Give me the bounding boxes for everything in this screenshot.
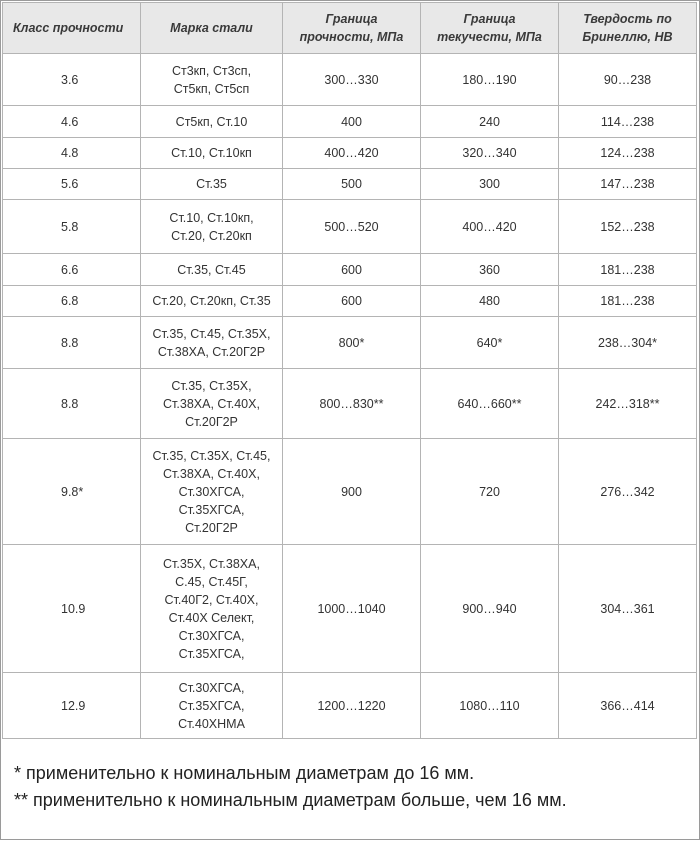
- table-row: [3, 317, 697, 369]
- cell-class: 10.9: [3, 545, 141, 673]
- table-row: [3, 369, 697, 439]
- cell-yield: 640…660**: [421, 369, 559, 439]
- table-row: [3, 169, 697, 200]
- cell-class: 8.8: [3, 369, 141, 439]
- table-row: [3, 439, 697, 545]
- cell-hardness: 181…238: [559, 286, 697, 317]
- cell-class: 4.6: [3, 106, 141, 138]
- table-row: [3, 106, 697, 138]
- cell-grade: Ст.35, Ст.35Х, Ст.45, Ст.38ХА, Ст.40Х, Ст.30ХГСА, Ст.35ХГСА, Ст.20Г2Р: [141, 439, 283, 545]
- table-row: [3, 138, 697, 169]
- cell-yield: 900…940: [421, 545, 559, 673]
- cell-hardness: 366…414: [559, 673, 697, 739]
- cell-yield: 720: [421, 439, 559, 545]
- cell-class: 6.8: [3, 286, 141, 317]
- cell-grade: Ст.20, Ст.20кп, Ст.35: [141, 286, 283, 317]
- cell-hardness: 238…304*: [559, 317, 697, 369]
- cell-hardness: 304…361: [559, 545, 697, 673]
- cell-grade: Ст.10, Ст.10кп, Ст.20, Ст.20кп: [141, 200, 283, 254]
- cell-strength: 500: [283, 169, 421, 200]
- cell-strength: 400: [283, 106, 421, 138]
- cell-grade: Ст.35, Ст.45: [141, 254, 283, 286]
- cell-grade: Ст.35: [141, 169, 283, 200]
- cell-yield: 360: [421, 254, 559, 286]
- cell-strength: 500…520: [283, 200, 421, 254]
- cell-strength: 400…420: [283, 138, 421, 169]
- cell-hardness: 152…238: [559, 200, 697, 254]
- cell-grade: Ст3кп, Ст3сп, Ст5кп, Ст5сп: [141, 54, 283, 106]
- cell-hardness: 276…342: [559, 439, 697, 545]
- table-row: [3, 54, 697, 106]
- cell-yield: 300: [421, 169, 559, 200]
- cell-class: 5.8: [3, 200, 141, 254]
- cell-yield: 400…420: [421, 200, 559, 254]
- cell-yield: 180…190: [421, 54, 559, 106]
- cell-strength: 800*: [283, 317, 421, 369]
- cell-grade: Ст.35, Ст.45, Ст.35Х, Ст.38ХА, Ст.20Г2Р: [141, 317, 283, 369]
- cell-class: 9.8*: [3, 439, 141, 545]
- cell-yield: 1080…110: [421, 673, 559, 739]
- cell-strength: 900: [283, 439, 421, 545]
- cell-hardness: 242…318**: [559, 369, 697, 439]
- header-brinell-hardness: Твердость по Бринеллю, НВ: [559, 3, 697, 54]
- header-steel-grade: Марка стали: [141, 3, 283, 54]
- table-row: [3, 254, 697, 286]
- cell-class: 6.6: [3, 254, 141, 286]
- cell-hardness: 90…238: [559, 54, 697, 106]
- cell-yield: 480: [421, 286, 559, 317]
- cell-hardness: 147…238: [559, 169, 697, 200]
- footnotes: [14, 760, 694, 814]
- cell-hardness: 181…238: [559, 254, 697, 286]
- cell-strength: 1200…1220: [283, 673, 421, 739]
- cell-class: 3.6: [3, 54, 141, 106]
- cell-class: 4.8: [3, 138, 141, 169]
- footnote-single-asterisk: * применительно к номинальным диаметрам до 16 мм.: [14, 763, 475, 783]
- cell-grade: Ст.10, Ст.10кп: [141, 138, 283, 169]
- cell-class: 5.6: [3, 169, 141, 200]
- cell-hardness: 114…238: [559, 106, 697, 138]
- table-row: [3, 200, 697, 254]
- footnote-double-asterisk: ** применительно к номинальным диаметрам больше, чем 16 мм.: [14, 790, 567, 810]
- cell-class: 8.8: [3, 317, 141, 369]
- table-row: [3, 545, 697, 673]
- header-yield-strength: Граница текучести, МПа: [421, 3, 559, 54]
- cell-strength: 600: [283, 286, 421, 317]
- cell-grade: Ст.35, Ст.35Х, Ст.38ХА, Ст.40Х, Ст.20Г2Р: [141, 369, 283, 439]
- cell-grade: Ст5кп, Ст.10: [141, 106, 283, 138]
- steel-strength-table: [2, 2, 697, 739]
- cell-strength: 600: [283, 254, 421, 286]
- cell-yield: 240: [421, 106, 559, 138]
- table-row: [3, 673, 697, 739]
- cell-grade: Ст.35Х, Ст.38ХА, С.45, Ст.45Г, Ст.40Г2, Ст.40Х, Ст.40Х Селект, Ст.30ХГСА, Ст.35ХГСА,: [141, 545, 283, 673]
- cell-grade: Ст.30ХГСА, Ст.35ХГСА, Ст.40ХНМА: [141, 673, 283, 739]
- cell-class: 12.9: [3, 673, 141, 739]
- cell-yield: 320…340: [421, 138, 559, 169]
- header-tensile-strength: Граница прочности, МПа: [283, 3, 421, 54]
- cell-strength: 800…830**: [283, 369, 421, 439]
- cell-strength: 300…330: [283, 54, 421, 106]
- table-row: [3, 286, 697, 317]
- cell-hardness: 124…238: [559, 138, 697, 169]
- cell-strength: 1000…1040: [283, 545, 421, 673]
- table-header-row: [3, 3, 697, 54]
- cell-yield: 640*: [421, 317, 559, 369]
- header-strength-class: Класс прочности: [3, 3, 141, 54]
